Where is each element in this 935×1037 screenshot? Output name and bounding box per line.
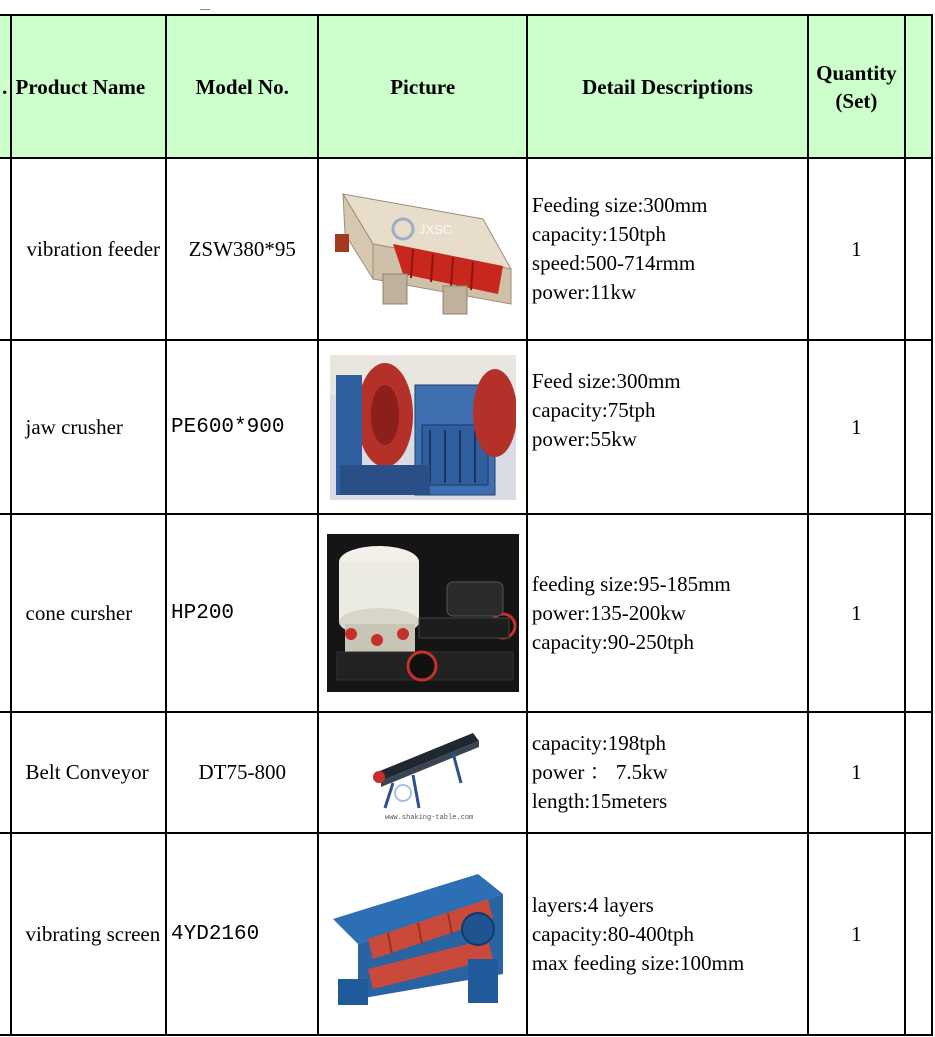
table-row (0, 712, 932, 833)
detail-line: capacity:150tph (531, 222, 667, 246)
belt-conveyor-image (363, 723, 483, 823)
header-cut-column: . (0, 15, 11, 158)
detail-cell (527, 158, 808, 340)
picture-cell (318, 340, 526, 514)
cut-cell (0, 833, 11, 1035)
quantity-cell: 1 (808, 514, 905, 712)
header-model-no: Model No. (166, 15, 318, 158)
picture-cell (318, 833, 526, 1035)
model-no-cell: ZSW380*95 (166, 158, 318, 340)
table-row (0, 340, 932, 514)
picture-cell (318, 712, 526, 833)
cut-cell (905, 514, 932, 712)
detail-line: power:11kw (531, 280, 637, 304)
cone-crusher-image (327, 534, 519, 692)
cut-cell (0, 158, 11, 340)
table-row (0, 158, 932, 340)
header-detail: Detail Descriptions (527, 15, 808, 158)
quantity-cell: 1 (808, 158, 905, 340)
picture-cell (318, 158, 526, 340)
model-no-cell: DT75-800 (166, 712, 318, 833)
model-no-cell: PE600*900 (166, 340, 318, 514)
header-product-name: Product Name (11, 15, 166, 158)
header-picture: Picture (318, 15, 526, 158)
vibrating-screen-image (328, 859, 518, 1009)
detail-line: power:135-200kw (531, 600, 686, 625)
cut-cell (905, 340, 932, 514)
cut-cell (0, 340, 11, 514)
header-cut-column-right (905, 15, 932, 158)
header-row (0, 15, 932, 158)
vibration-feeder-image (333, 174, 513, 324)
product-table (0, 14, 933, 1036)
detail-line: power ： 7.5kw (531, 760, 668, 784)
watermark-label: JXSC (418, 222, 452, 237)
detail-line: capacity:75tph (531, 398, 656, 422)
detail-cell (527, 833, 808, 1035)
detail-line: feeding size:95-185mm (531, 571, 731, 596)
detail-line: power:55kw (531, 427, 637, 451)
product-name-cell: vibration feeder (11, 158, 166, 340)
quantity-cell: 1 (808, 340, 905, 514)
quantity-cell: 1 (808, 833, 905, 1035)
table-row (0, 833, 932, 1035)
quantity-cell: 1 (808, 712, 905, 833)
product-name-cell: jaw crusher (11, 340, 166, 514)
picture-cell (318, 514, 526, 712)
cut-cell (0, 514, 11, 712)
cut-cell (905, 712, 932, 833)
detail-line: layers:4 layers (531, 892, 654, 917)
detail-line: Feeding size:300mm (531, 193, 708, 217)
detail-line: Feed size:300mm (531, 369, 681, 393)
cut-cell (0, 712, 11, 833)
detail-line: capacity:198tph (531, 731, 667, 755)
decorative-mark (200, 9, 210, 10)
detail-cell (527, 712, 808, 833)
model-no-cell: 4YD2160 (166, 833, 318, 1035)
detail-line: capacity:80-400tph (531, 921, 695, 946)
detail-cell (527, 514, 808, 712)
watermark-label: www.shaking-table.com (384, 813, 473, 822)
detail-line: max feeding size:100mm (531, 950, 745, 975)
product-name-cell: vibrating screen (11, 833, 166, 1035)
cut-cell (905, 833, 932, 1035)
detail-line: speed:500-714rmm (531, 251, 696, 275)
detail-line: length:15meters (531, 789, 668, 813)
detail-cell (527, 340, 808, 514)
detail-line: capacity:90-250tph (531, 629, 695, 654)
table-row (0, 514, 932, 712)
product-name-cell: Belt Conveyor (11, 712, 166, 833)
product-name-cell: cone cursher (11, 514, 166, 712)
header-quantity: Quantity (Set) (808, 15, 905, 158)
cut-cell (905, 158, 932, 340)
model-no-cell: HP200 (166, 514, 318, 712)
jaw-crusher-image (330, 355, 516, 500)
